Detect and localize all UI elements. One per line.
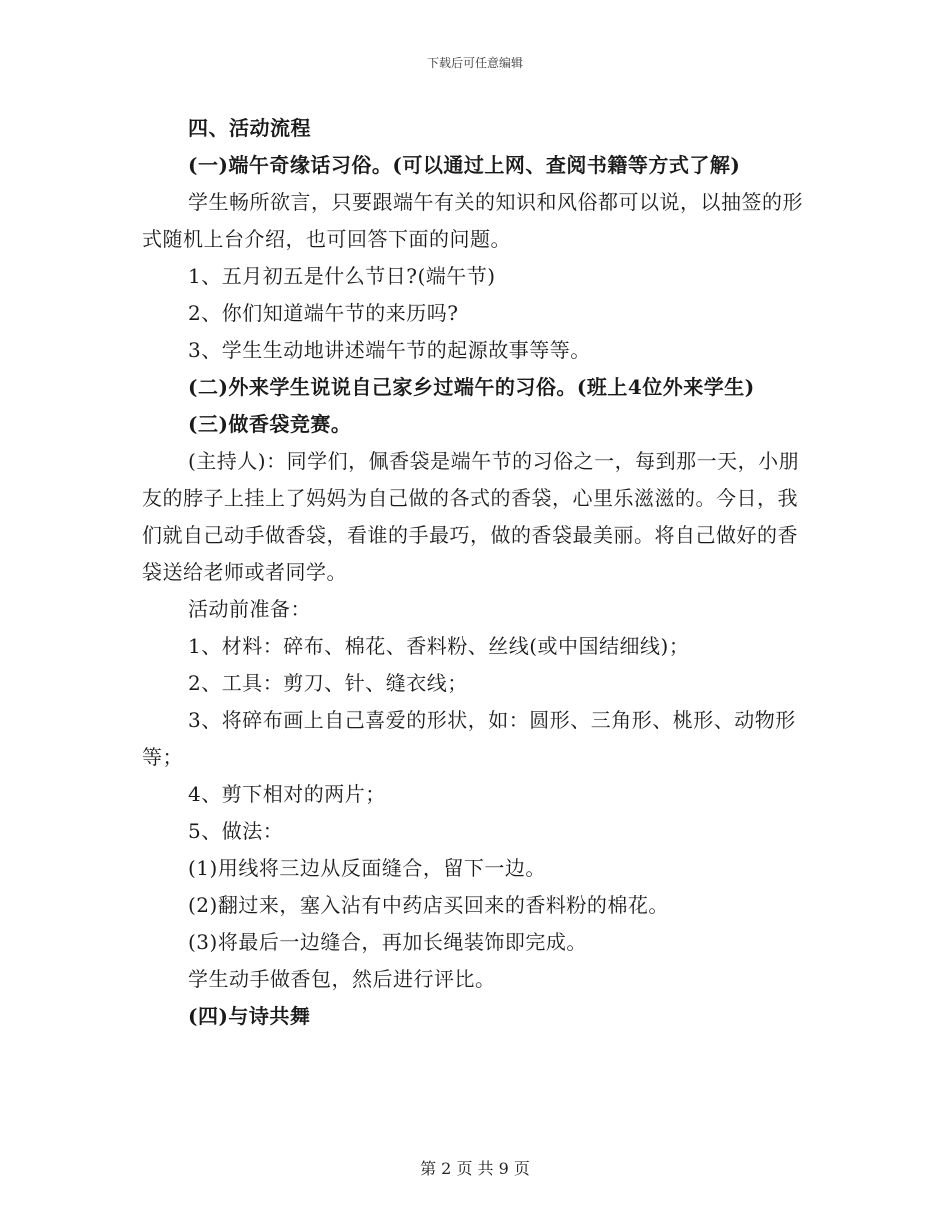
part2-heading: (二)外来学生说说自己家乡过端午的习俗。(班上4位外来学生)	[188, 375, 755, 399]
question-3: 3、学生生动地讲述端午节的起源故事等等。	[188, 338, 591, 362]
part1-heading: (一)端午奇缘话习俗。(可以通过上网、查阅书籍等方式了解)	[188, 153, 741, 177]
section-title: 四、活动流程	[188, 116, 311, 140]
closing-line: 学生动手做香包，然后进行评比。	[188, 967, 496, 991]
question-1: 1、五月初五是什么节日?(端午节)	[188, 264, 496, 288]
page-header-note: 下载后可任意编辑	[426, 56, 523, 70]
prep-title: 活动前准备：	[188, 597, 311, 621]
prep-item-5: 5、做法：	[188, 819, 284, 843]
document-body	[142, 110, 812, 1035]
prep-item-3: 3、将碎布画上自己喜爱的形状，如：圆形、三角形、桃形、动物形等；	[142, 708, 796, 769]
step-3: (3)将最后一边缝合，再加长绳装饰即完成。	[188, 930, 587, 954]
prep-item-1: 1、材料：碎布、棉花、香料粉、丝线(或中国结细线)；	[188, 634, 690, 658]
step-1: (1)用线将三边从反面缝合，留下一边。	[188, 856, 546, 880]
prep-item-2: 2、工具：剪刀、针、缝衣线；	[188, 671, 468, 695]
part3-heading: (三)做香袋竞赛。	[188, 412, 352, 436]
prep-item-4: 4、剪下相对的两片；	[188, 782, 386, 806]
part1-paragraph: 学生畅所欲言，只要跟端午有关的知识和风俗都可以说，以抽签的形式随机上台介绍，也可回答下面的问题。	[142, 190, 803, 251]
part4-heading: (四)与诗共舞	[188, 1004, 311, 1028]
part3-paragraph: (主持人)：同学们，佩香袋是端午节的习俗之一，每到那一天，小朋友的脖子上挂上了妈妈为自己做的各式的香袋，心里乐滋滋的。今日，我们就自己动手做香袋，看谁的手最巧，做的香袋最美丽。将自己做好的香袋送给老师或者同学。	[142, 449, 800, 584]
page-number: 第 2 页 共 9 页	[420, 1159, 530, 1178]
question-2: 2、你们知道端午节的来历吗?	[188, 301, 459, 325]
step-2: (2)翻过来，塞入沾有中药店买回来的香料粉的棉花。	[188, 893, 669, 917]
